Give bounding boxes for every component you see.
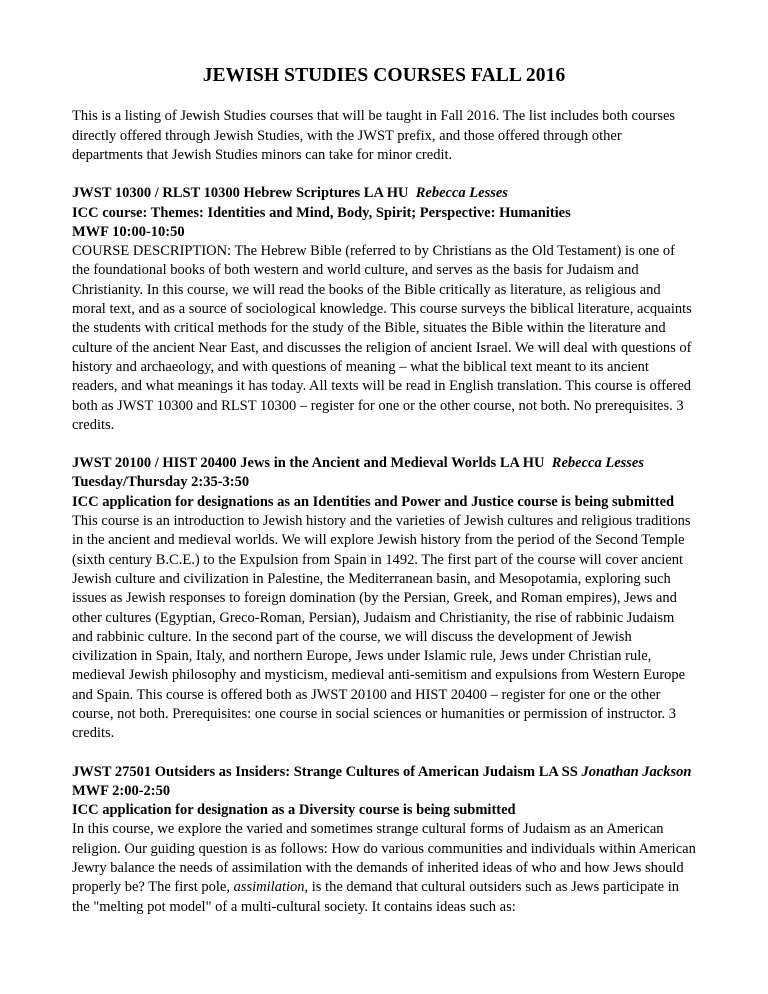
course-icc: ICC application for designation as a Diversity course is being submitted [72, 802, 516, 819]
course-schedule: MWF 10:00-10:50 [72, 223, 185, 240]
course-description-text: In this course, we explore the varied and sometimes strange cultural forms of Judaism as an American religion. Our guiding question is as follows: How do various communities and individuals within American Jewry balance the needs of assimilation with the demands of inherited ideas of who and how Jews should properly be? The first pole, [72, 821, 696, 896]
course-instructor: Rebecca Lesses [551, 455, 644, 472]
course-instructor: Rebecca Lesses [415, 185, 508, 202]
course-icc: ICC course: Themes: Identities and Mind, Body, Spirit; Perspective: Humanities [72, 204, 571, 221]
course-description-emphasis: assimilation [233, 879, 305, 896]
course-description-text: , is the demand that cultural outsiders such as Jews participate in the "melting pot model" of a multi-cultural society. It contains ideas such as: [72, 879, 680, 915]
course-description: COURSE DESCRIPTION: The Hebrew Bible (referred to by Christians as the Old Testament) is one of the foundational books of both western and world culture, and serves as the basis for Judaism and Christianity. In this course, we will read the books of the Bible critically as literature, as religious and moral text, and as a source of sociological knowledge. This course surveys the biblical literature, acquaints the students with critical methods for the study of the Bible, situates the Bible within the literature and culture of the ancient Near East, and discusses the religion of ancient Israel. We will deal with questions of history and archaeology, and with questions of meaning – what the biblical text meant to its ancient readers, and what meanings it has today. All texts will be read in English translation. This course is offered both as JWST 10300 and RLST 10300 – register for one or the other course, not both. No prerequisites. 3 credits. [72, 243, 692, 433]
course-entry [72, 763, 696, 917]
document-title: JEWISH STUDIES COURSES FALL 2016 [202, 65, 566, 86]
course-entry [72, 184, 696, 435]
course-schedule: Tuesday/Thursday 2:35-3:50 [72, 474, 250, 491]
course-instructor: Jonathan Jackson [581, 763, 692, 780]
course-heading: JWST 10300 / RLST 10300 Hebrew Scriptures LA HU [72, 185, 409, 202]
course-description: This course is an introduction to Jewish history and the varieties of Jewish cultures and religious traditions in the ancient and medieval worlds. We will explore Jewish history from the period of the Second Temple (sixth century B.C.E.) to the Expulsion from Spain in 1492. The first part of the course will cover ancient Jewish culture and civilization in Palestine, the Mediterranean basin, and Mesopotamia, exploring such issues as Jewish responses to foreign domination (by the Persian, Greek, and Roman empires), Jews and other cultures (Egyptian, Greco-Roman, Persian), Judaism and Christianity, the rise of rabbinic Judaism and rabbinic culture. In the second part of the course, we will discuss the development of Jewish civilization in Spain, Italy, and northern Europe, Jews under Islamic rule, Jews under Christian rule, medieval Jewish philosophy and mysticism, medieval anti-semitism and expulsions from Western Europe and Spain. This course is offered both as JWST 20100 and HIST 20400 – register for one or the other course, not both. Prerequisites: one course in social sciences or humanities or permission of instructor. 3 credits. [72, 513, 691, 742]
course-heading: JWST 20100 / HIST 20400 Jews in the Ancient and Medieval Worlds LA HU [72, 455, 545, 472]
course-schedule: MWF 2:00-2:50 [72, 782, 171, 799]
course-entry [72, 454, 696, 743]
course-heading: JWST 27501 Outsiders as Insiders: Strange Cultures of American Judaism LA SS [72, 763, 578, 780]
course-icc: ICC application for designations as an Identities and Power and Justice course is being submitted [72, 493, 675, 510]
intro-paragraph: This is a listing of Jewish Studies courses that will be taught in Fall 2016. The list includes both courses directly offered through Jewish Studies, with the JWST prefix, and those offered through other departments that Jewish Studies minors can take for minor credit. [72, 108, 676, 163]
course-description [72, 820, 696, 916]
